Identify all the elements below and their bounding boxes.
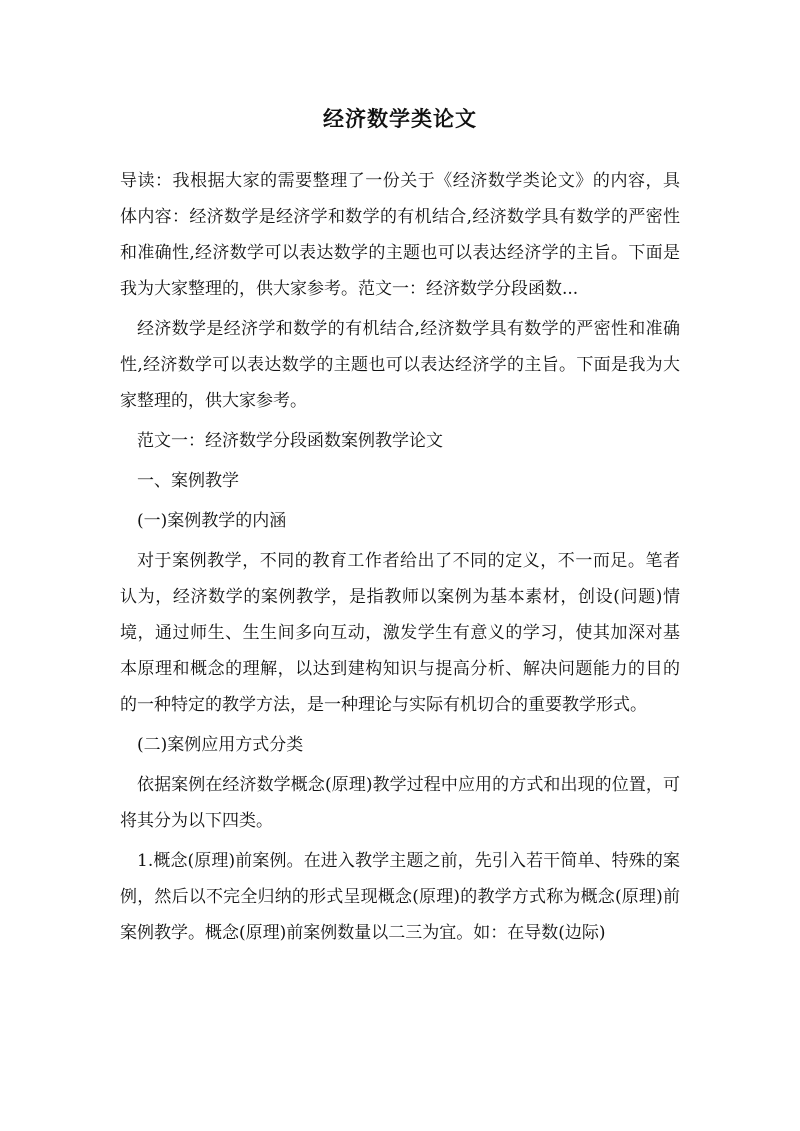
section-heading: 一、案例教学 <box>137 471 239 491</box>
body-paragraph: 依据案例在经济数学概念(原理)教学过程中应用的方式和出现的位置，可将其分为以下四类。 <box>120 775 680 831</box>
section-heading: 范文一：经济数学分段函数案例教学论文 <box>137 431 443 451</box>
subsection-heading: (一)案例教学的内涵 <box>137 511 287 531</box>
body-paragraph: 1.概念(原理)前案例。在进入教学主题之前，先引入若干简单、特殊的案例，然后以不完全归纳的形式呈现概念(原理)的教学方式称为概念(原理)前案例教学。概念(原理)前案例数量以二三为宜。如：在导数(边际) <box>120 851 680 943</box>
intro-paragraph: 导读：我根据大家的需要整理了一份关于《经济数学类论文》的内容，具体内容：经济数学是经济学和数学的有机结合,经济数学具有数学的严密性和准确性,经济数学可以表达数学的主题也可以表达经济学的主旨。下面是我为大家整理的，供大家参考。范文一：经济数学分段函数... <box>120 171 680 299</box>
document-body <box>120 163 680 951</box>
subsection-heading: (二)案例应用方式分类 <box>137 735 304 755</box>
document-title: 经济数学类论文 <box>323 106 477 131</box>
body-paragraph: 对于案例教学，不同的教育工作者给出了不同的定义，不一而足。笔者认为，经济数学的案例教学，是指教师以案例为基本素材，创设(问题)情境，通过师生、生生间多向互动，激发学生有意义的学习，使其加深对基本原理和概念的理解，以达到建构知识与提高分析、解决问题能力的目的的一种特定的教学方法，是一种理论与实际有机切合的重要教学形式。 <box>120 551 680 715</box>
body-paragraph: 经济数学是经济学和数学的有机结合,经济数学具有数学的严密性和准确性,经济数学可以表达数学的主题也可以表达经济学的主旨。下面是我为大家整理的，供大家参考。 <box>120 319 680 411</box>
